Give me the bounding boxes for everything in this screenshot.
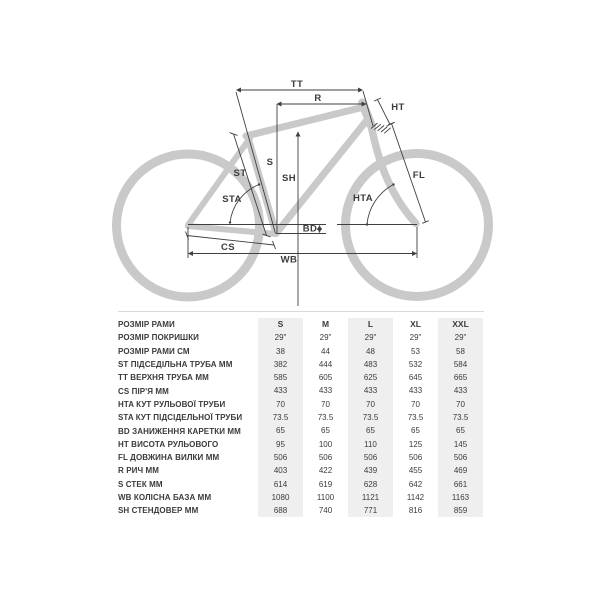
cell-L: 29": [348, 331, 393, 344]
cell-S: 614: [258, 478, 303, 491]
cell-S: 65: [258, 424, 303, 437]
cell-L: 771: [348, 504, 393, 517]
cell-M: 29": [319, 333, 332, 343]
cell-S: 688: [258, 504, 303, 517]
cell-S: 95: [258, 438, 303, 451]
ht-line: [378, 100, 391, 125]
cell-XXL: 70: [438, 398, 483, 411]
cell-XXL: 65: [438, 424, 483, 437]
cell-XXL: 506: [438, 451, 483, 464]
cell-M: 422: [318, 466, 333, 476]
table-row: [118, 384, 484, 397]
label-fl: FL: [412, 170, 426, 181]
cell-XL: 455: [408, 466, 423, 476]
table-row: [118, 491, 484, 504]
cell-L: 70: [348, 398, 393, 411]
cell-XL: 816: [408, 506, 423, 516]
cell-XL: 70: [411, 399, 420, 409]
cell-XL: 433: [408, 386, 423, 396]
table-row: [118, 424, 484, 437]
label-sh: SH: [282, 173, 296, 184]
label-tt: TT: [290, 79, 304, 90]
cell-S: 1080: [258, 491, 303, 504]
row-label: РОЗМІР РАМИ: [118, 320, 175, 330]
top-tube: [246, 107, 364, 136]
cell-XL: 29": [409, 333, 422, 343]
cell-S: 403: [258, 464, 303, 477]
cell-S: S: [258, 318, 303, 331]
cell-S: 73.5: [258, 411, 303, 424]
cell-XL: 642: [408, 479, 423, 489]
cell-XXL: 29": [438, 331, 483, 344]
row-label: HTA КУТ РУЛЬОВОЇ ТРУБИ: [118, 399, 226, 409]
cell-XXL: 433: [438, 384, 483, 397]
cell-XXL: 661: [438, 478, 483, 491]
cell-XXL: 859: [438, 504, 483, 517]
cell-XL: XL: [410, 319, 421, 329]
label-ht: HT: [391, 102, 405, 113]
geometry-table-body: [118, 318, 484, 517]
cell-XL: 1142: [406, 492, 425, 502]
row-label: CS ПІР'Я ММ: [118, 386, 169, 396]
label-s: S: [266, 157, 274, 168]
cell-M: 1100: [316, 492, 335, 502]
table-row: [118, 451, 484, 464]
cell-S: 29": [258, 331, 303, 344]
label-wb: WB: [280, 254, 298, 266]
table-row: [118, 438, 484, 451]
table-row: [118, 345, 484, 358]
cell-XL: 65: [411, 426, 420, 436]
cell-L: 506: [348, 451, 393, 464]
cell-XXL: 145: [438, 438, 483, 451]
row-label: R РИЧ ММ: [118, 466, 160, 476]
label-cs: CS: [221, 242, 235, 253]
row-label: BD ЗАНИЖЕННЯ КАРЕТКИ ММ: [118, 426, 241, 436]
cell-M: 444: [318, 359, 333, 369]
cell-XXL: 73.5: [438, 411, 483, 424]
table-row: [118, 331, 484, 344]
table-row: [118, 371, 484, 384]
cell-S: 506: [258, 451, 303, 464]
cell-L: 48: [348, 345, 393, 358]
row-label: ST ПІДСЕДІЛЬНА ТРУБА ММ: [118, 360, 233, 370]
cell-XL: 125: [408, 439, 423, 449]
cell-XL: 532: [408, 359, 423, 369]
cell-L: 433: [348, 384, 393, 397]
cell-L: 110: [348, 438, 393, 451]
cell-L: 1121: [348, 491, 393, 504]
table-row: [118, 411, 484, 424]
cell-XL: 73.5: [407, 413, 424, 423]
cell-XL: 53: [411, 346, 420, 356]
cell-XL: 645: [408, 373, 423, 383]
label-st: ST: [233, 168, 247, 179]
cell-M: 100: [318, 439, 333, 449]
cell-M: 605: [318, 373, 333, 383]
cell-M: 619: [318, 479, 333, 489]
cell-XL: 506: [408, 452, 423, 462]
cell-M: 433: [318, 386, 333, 396]
row-label: HT ВИСОТА РУЛЬОВОГО: [118, 439, 219, 449]
cell-S: 70: [258, 398, 303, 411]
cell-M: 70: [321, 399, 330, 409]
row-label: STA КУТ ПІДСІДЕЛЬНОЇ ТРУБИ: [118, 413, 243, 423]
label-hta: HTA: [352, 193, 374, 204]
cell-L: 65: [348, 424, 393, 437]
cell-XXL: 584: [438, 358, 483, 371]
cell-L: 439: [348, 464, 393, 477]
cell-S: 38: [258, 345, 303, 358]
cell-XXL: 665: [438, 371, 483, 384]
row-label: FL ДОВЖИНА ВИЛКИ ММ: [118, 453, 220, 463]
cell-M: 44: [321, 346, 330, 356]
table-row: [118, 398, 484, 411]
cell-L: 73.5: [348, 411, 393, 424]
cell-S: 585: [258, 371, 303, 384]
cell-S: 382: [258, 358, 303, 371]
cell-XXL: 58: [438, 345, 483, 358]
cell-L: 625: [348, 371, 393, 384]
bike-frame: [117, 103, 489, 297]
cell-M: M: [321, 319, 330, 329]
row-label: S СТЕК ММ: [118, 479, 163, 489]
label-sta: STA: [222, 194, 242, 205]
row-label: WB КОЛІСНА БАЗА ММ: [118, 493, 212, 502]
fork: [371, 123, 417, 224]
cell-M: 506: [318, 452, 333, 462]
cell-M: 65: [321, 426, 330, 436]
row-label: РОЗМІР РАМИ СМ: [118, 346, 190, 356]
cell-XXL: 1163: [438, 491, 483, 504]
cell-L: L: [348, 318, 393, 331]
row-label: SH СТЕНДОВЕР ММ: [118, 506, 199, 516]
label-bd: BD: [302, 223, 318, 235]
cell-M: 73.5: [317, 413, 334, 423]
cell-L: 483: [348, 358, 393, 371]
table-row: [118, 318, 484, 331]
geometry-table: [118, 311, 484, 517]
cell-S: 433: [258, 384, 303, 397]
label-r: R: [314, 93, 322, 104]
row-label: РОЗМІР ПОКРИШКИ: [118, 333, 200, 343]
cell-M: 740: [318, 506, 333, 516]
table-row: [118, 464, 484, 477]
table-row: [118, 358, 484, 371]
row-label: TT ВЕРХНЯ ТРУБА ММ: [118, 373, 209, 383]
cell-XXL: 469: [438, 464, 483, 477]
cell-L: 628: [348, 478, 393, 491]
cell-XXL: XXL: [438, 318, 483, 331]
table-row: [118, 478, 484, 491]
table-row: [118, 504, 484, 517]
